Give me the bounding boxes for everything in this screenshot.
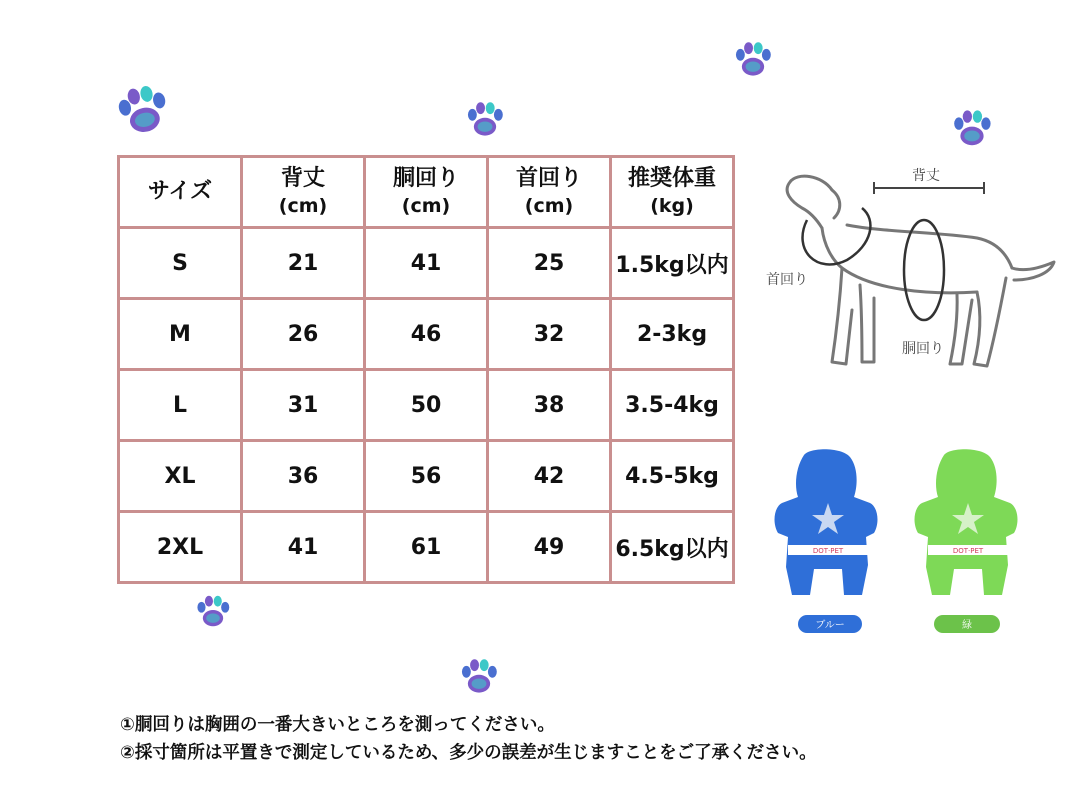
table-row	[119, 228, 734, 299]
header-chest	[365, 157, 488, 228]
cell-size: M	[119, 299, 242, 370]
paw-print-icon	[948, 106, 996, 152]
cell-weight: 1.5kg以内	[611, 228, 734, 299]
header-label: 推奨体重	[627, 165, 716, 191]
band-text: DOT·PET	[812, 547, 844, 555]
cell-size: S	[119, 228, 242, 299]
header-weight	[611, 157, 734, 228]
cell-neck: 32	[488, 299, 611, 370]
neck-label: 首回り	[766, 272, 808, 288]
cell-chest: 61	[365, 512, 488, 583]
color-label: ブルー	[815, 620, 845, 631]
cell-weight: 2-3kg	[611, 299, 734, 370]
header-label: 背丈	[280, 165, 325, 191]
header-size	[119, 157, 242, 228]
cell-neck: 25	[488, 228, 611, 299]
table-row	[119, 370, 734, 441]
color-label: 緑	[962, 620, 972, 631]
cell-weight: 4.5-5kg	[611, 441, 734, 512]
cell-size: L	[119, 370, 242, 441]
product-blue	[770, 445, 882, 645]
cell-neck: 42	[488, 441, 611, 512]
cell-back-length: 36	[242, 441, 365, 512]
header-unit: (cm)	[524, 195, 574, 217]
cell-neck: 49	[488, 512, 611, 583]
cell-chest: 46	[365, 299, 488, 370]
note-chest-measurement: ①胴回りは胸囲の一番大きいところを測ってください。	[120, 715, 555, 735]
cell-back-length: 21	[242, 228, 365, 299]
table-row	[119, 512, 734, 583]
note-measurement-error: ②採寸箇所は平置きで測定しているため、多少の誤差が生じますことをご了承ください。	[120, 743, 817, 763]
header-unit: (kg)	[650, 195, 694, 217]
cell-size: XL	[119, 441, 242, 512]
cell-chest: 41	[365, 228, 488, 299]
cell-weight: 6.5kg以内	[611, 512, 734, 583]
back-length-label: 背丈	[912, 168, 940, 184]
raincoat-blue-icon	[770, 445, 882, 645]
header-label: サイズ	[147, 179, 213, 205]
size-table	[117, 155, 735, 584]
cell-chest: 50	[365, 370, 488, 441]
dog-outline-icon	[787, 176, 1054, 366]
chest-label: 胴回り	[902, 341, 944, 357]
chest-measure-loop	[904, 220, 944, 320]
cell-size: 2XL	[119, 512, 242, 583]
header-unit: (cm)	[401, 195, 451, 217]
band-text: DOT·PET	[952, 547, 984, 555]
table-header-row	[119, 157, 734, 228]
header-label: 首回り	[515, 165, 582, 191]
cell-chest: 56	[365, 441, 488, 512]
paw-print-icon	[730, 38, 776, 82]
paw-print-icon	[112, 82, 174, 140]
product-green	[906, 445, 1024, 645]
header-unit: (cm)	[278, 195, 328, 217]
paw-print-icon	[462, 98, 508, 142]
cell-back-length: 41	[242, 512, 365, 583]
dog-measurement-diagram	[762, 150, 1062, 390]
cell-back-length: 31	[242, 370, 365, 441]
table-row	[119, 299, 734, 370]
paw-print-icon	[456, 655, 502, 699]
cell-back-length: 26	[242, 299, 365, 370]
header-neck	[488, 157, 611, 228]
cell-weight: 3.5-4kg	[611, 370, 734, 441]
header-back-length	[242, 157, 365, 228]
raincoat-green-icon	[906, 445, 1024, 645]
header-label: 胴回り	[392, 165, 459, 191]
table-row	[119, 441, 734, 512]
cell-neck: 38	[488, 370, 611, 441]
paw-print-icon	[192, 592, 234, 632]
